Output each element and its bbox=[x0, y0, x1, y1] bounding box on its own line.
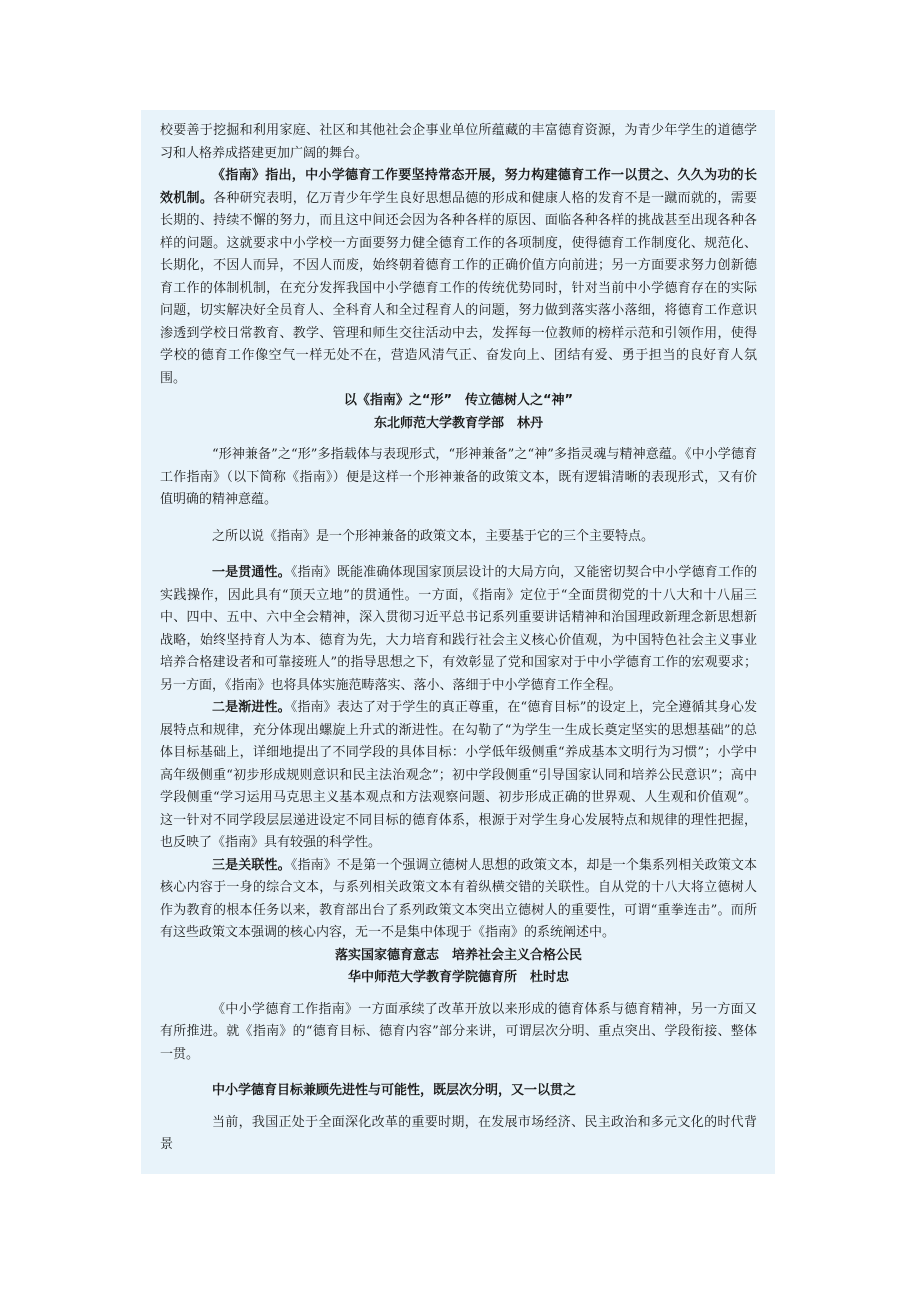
article-author-2: 华中师范大学教育学院德育所 杜时忠 bbox=[347, 970, 569, 985]
feature-1-body: 《指南》既能准确体现国家顶层设计的大局方向，又能密切契合中小学德育工作的实践操作，因此具有“顶天立地”的贯通性。一方面，《指南》定位于“全面贯彻党的十八大和十八届三中、四中、五中、六中全会精神，深入贯彻习近平总书记系列重要讲话精神和治国理政新理念新思想新战略，始终坚持育人为本、德育为先，大力培育和践行社会主义核心价值观，为中国特色社会主义事业培养合格建设者和可靠接班人”的指导思想之下，有效彰显了党和国家对于中小学德育工作的宏观要求；另一方面，《指南》也将具体实施范畴落实、落小、落细于中小学德育工作全程。 bbox=[160, 565, 757, 693]
paragraph-feature-1 bbox=[160, 562, 757, 697]
feature-3-body: 《指南》不是第一个强调立德树人思想的政策文本，却是一个集系列相关政策文本核心内容于一身的综合文本，与系列相关政策文本有着纵横交错的关联性。自从党的十八大将立德树人作为教育的根本任务以来，教育部出台了系列政策文本突出立德树人的重要性，可谓“重拳连击”。而所有这些政策文本强调的核心内容，无一不是集中体现于《指南》的系统阐述中。 bbox=[160, 857, 757, 940]
paragraph-lead-bold: 《指南》指出，中小学德育工作要坚持常态开展，努力构建德育工作一以贯之、久久为功的长效机制。 bbox=[160, 168, 757, 206]
paragraph-body: 各种研究表明，亿万青少年学生良好思想品德的形成和健康人格的发育不是一蹴而就的，需要长期的、持续不懈的努力，而且这中间还会因为各种各样的原因、面临各种各样的挑战甚至出现各种各样的问题。这就要求中小学校一方面要努力健全德育工作的各项制度，使得德育工作制度化、规范化、长期化，不因人而异，不因人而废，始终朝着德育工作的正确价值方向前进；另一方面要求努力创新德育工作的体制机制，在充分发挥我国中小学德育工作的传统优势同时，针对当前中小学德育存在的实际问题，切实解决好全员育人、全科育人和全过程育人的问题，努力做到落实落小落细，将德育工作意识渗透到学校日常教育、教学、管理和师生交往活动中去，发挥每一位教师的榜样示范和引领作用，使得学校的德育工作像空气一样无处不在，营造风清气正、奋发向上、团结有爱、勇于担当的良好育人氛围。 bbox=[160, 190, 757, 386]
article-title-2: 落实国家德育意志 培养社会主义合格公民 bbox=[334, 947, 582, 963]
feature-2-body: 《指南》表达了对于学生的真正尊重，在“德育目标”的设定上，完全遵循其身心发展特点和规律，充分体现出螺旋上升式的渐进性。在勾勒了“为学生一生成长奠定坚实的思想基础”的总体目标基础上，详细地提出了不同学段的具体目标：小学低年级侧重“养成基本文明行为习惯”；小学中高年级侧重“初步形成规则意识和民主法治观念”；初中学段侧重“引导国家认同和培养公民意识”；高中学段侧重“学习运用马克思主义基本观点和方法观察问题、初步形成正确的世界观、人生观和价值观”。这一针对不同学段层层递进设定不同目标的德育体系，根源于对学生身心发展特点和规律的理性把握，也反映了《指南》具有较强的科学性。 bbox=[160, 700, 757, 850]
feature-2-label: 二是渐进性。 bbox=[212, 700, 291, 715]
paragraph-continuation: 校要善于挖掘和利用家庭、社区和其他社会企事业单位所蕴藏的丰富德育资源，为青少年学生的道德学习和人格养成搭建更加广阔的舞台。 bbox=[160, 123, 757, 161]
section-heading-text: 中小学德育目标兼顾先进性与可能性，既层次分明，又一以贯之 bbox=[212, 1083, 577, 1098]
paragraph-final: 当前，我国正处于全面深化改革的重要时期，在发展市场经济、民主政治和多元文化的时代背景 bbox=[160, 1114, 757, 1152]
document-page bbox=[141, 110, 775, 1174]
feature-1-label: 一是贯通性。 bbox=[212, 565, 291, 580]
paragraph-summary: 之所以说《指南》是一个形神兼备的政策文本，主要基于它的三个主要特点。 bbox=[212, 528, 655, 544]
article-author-1: 东北师范大学教育学部 林丹 bbox=[373, 415, 543, 431]
feature-3-label: 三是关联性。 bbox=[212, 857, 291, 873]
paragraph-feature-2 bbox=[160, 697, 757, 855]
paragraph-intro-2: 《中小学德育工作指南》一方面承续了改革开放以来形成的德育体系与德育精神，另一方面又有所推进。就《指南》的“德育目标、德育内容”部分来讲，可谓层次分明、重点突出、学段衔接、整体一贯。 bbox=[160, 1001, 757, 1062]
section-heading bbox=[160, 1080, 757, 1103]
paragraph-intro: “形神兼备”之“形”多指载体与表现形式，“形神兼备”之“神”多指灵魂与精神意蕴。《中小学德育工作指南》（以下简称《指南》）便是这样一个形神兼备的政策文本，既有逻辑清晰的表现形式，又有价值明确的精神意蕴。 bbox=[160, 447, 757, 507]
article-title-1: 以《指南》之“形” 传立德树人之“神” bbox=[343, 393, 574, 408]
paragraph-mechanism bbox=[160, 165, 757, 390]
paragraph-feature-3 bbox=[160, 855, 757, 945]
